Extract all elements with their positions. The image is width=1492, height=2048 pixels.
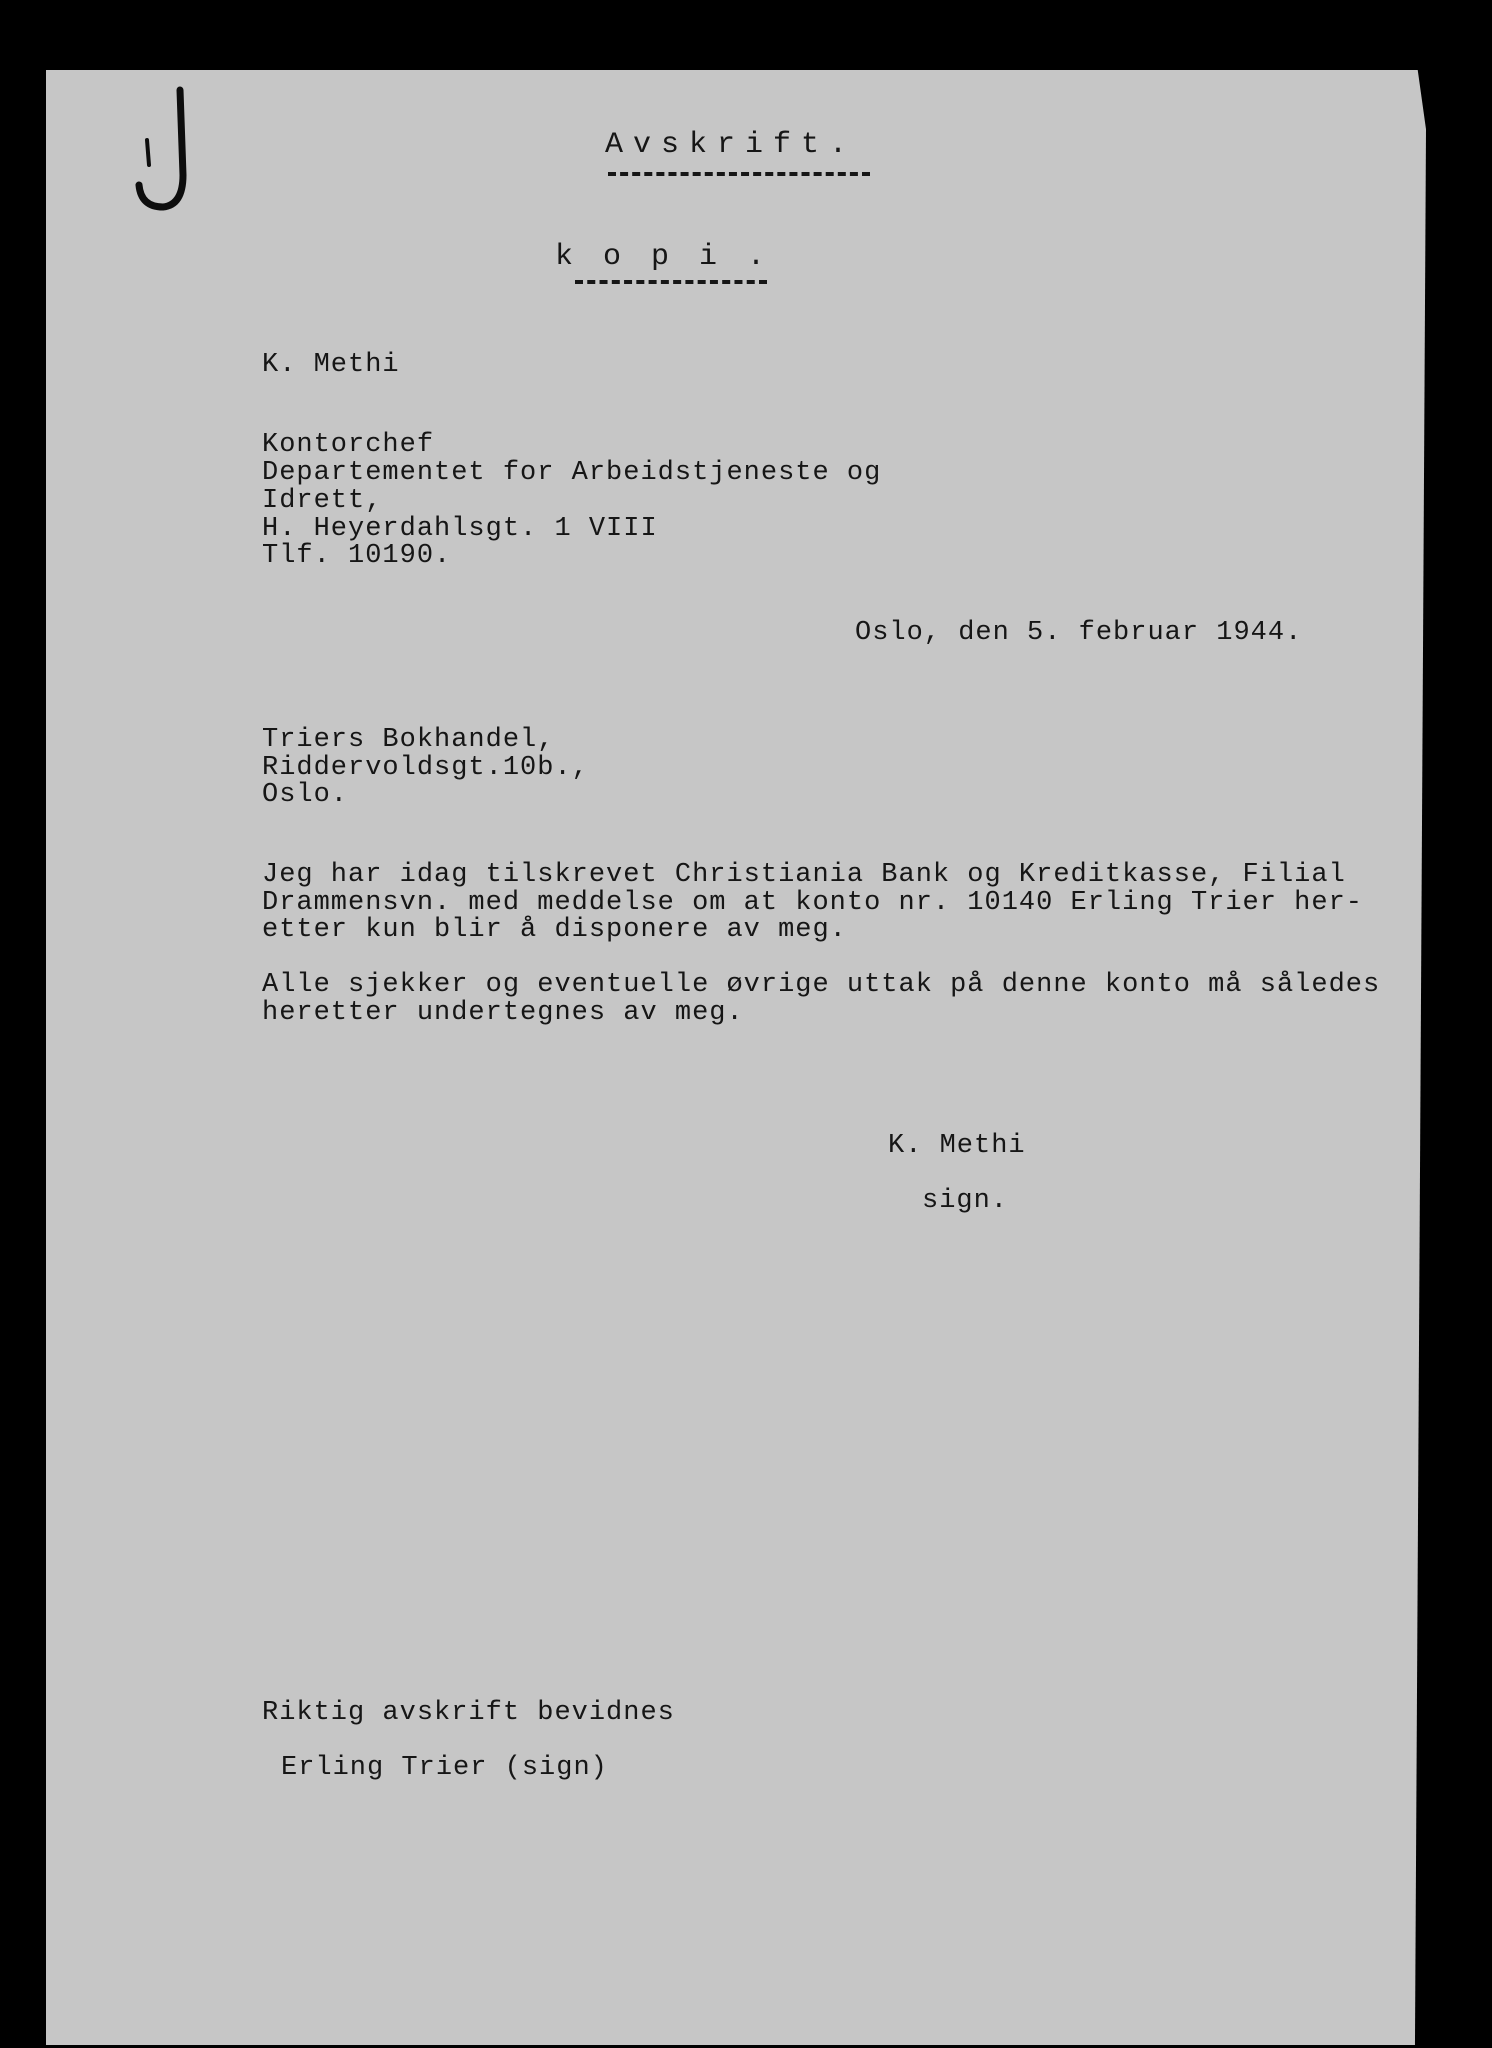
sender-line: H. Heyerdahlsgt. 1 VIII — [262, 514, 658, 544]
paperclip-icon — [125, 85, 195, 235]
date-line: Oslo, den 5. februar 1944. — [855, 618, 1303, 648]
body-line: Drammensvn. med meddelse om at konto nr. 10140 Erling Trier her- — [262, 888, 1363, 918]
heading-underline — [608, 172, 870, 176]
certification-line: Riktig avskrift bevidnes — [262, 1698, 675, 1728]
subheading-underline — [575, 280, 767, 284]
sender-name: K. Methi — [262, 350, 400, 380]
body-line: Alle sjekker og eventuelle øvrige uttak på denne konto må således — [262, 970, 1381, 1000]
signature-name: K. Methi — [888, 1131, 1026, 1161]
document-page — [46, 70, 1426, 2045]
heading: Avskrift. — [605, 128, 858, 162]
certification-signature: Erling Trier (sign) — [281, 1753, 608, 1783]
sender-line: Tlf. 10190. — [262, 541, 452, 571]
recipient-line: Oslo. — [262, 780, 349, 810]
subheading: kopi. — [555, 240, 796, 274]
sender-line: Idrett, — [262, 486, 383, 516]
signature-note: sign. — [922, 1186, 1009, 1216]
recipient-line: Riddervoldsgt.10b., — [262, 753, 589, 783]
recipient-line: Triers Bokhandel, — [262, 725, 555, 755]
sender-line: Departementet for Arbeidstjeneste og — [262, 458, 882, 488]
sender-line: Kontorchef — [262, 430, 435, 460]
body-line: etter kun blir å disponere av meg. — [262, 915, 847, 945]
body-line: heretter undertegnes av meg. — [262, 998, 744, 1028]
body-line: Jeg har idag tilskrevet Christiania Bank og Kreditkasse, Filial — [262, 860, 1346, 890]
